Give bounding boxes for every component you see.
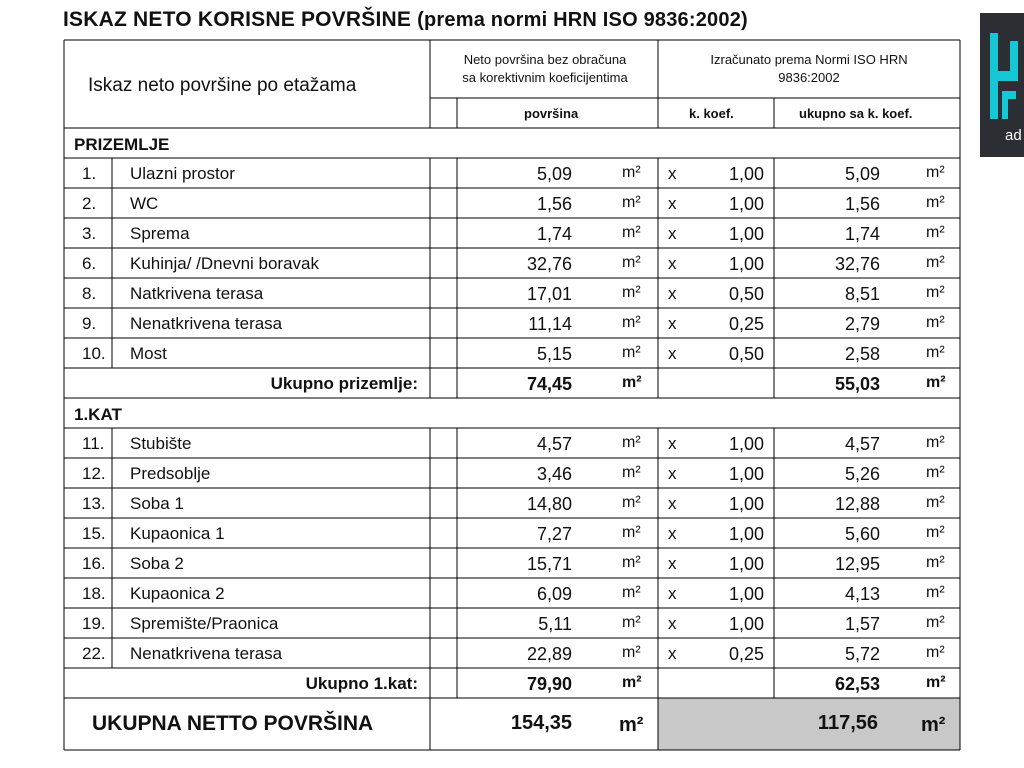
room-coef: 1,00 [728, 224, 764, 244]
room-coef: 1,00 [728, 584, 764, 604]
header-total-coef-label: ukupno sa k. koef. [799, 106, 913, 121]
row-number: 16. [82, 554, 106, 573]
row-number: 18. [82, 584, 106, 603]
room-total: 5,72 [844, 644, 880, 664]
times-sign: x [668, 434, 677, 453]
total-unit: m² [926, 434, 945, 451]
title-main: ISKAZ NETO KORISNE POVRŠINE [63, 8, 412, 31]
room-name: Ulazni prostor [130, 164, 235, 183]
area-unit: m² [622, 614, 641, 631]
area-unit: m² [622, 164, 641, 181]
section-total-area: 79,90 [526, 674, 572, 694]
area-unit: m² [622, 554, 641, 571]
area-unit: m² [622, 524, 641, 541]
total-unit: m² [926, 584, 945, 601]
header-col-b-title [658, 51, 960, 87]
room-area: 6,09 [536, 584, 572, 604]
room-total: 1,56 [844, 194, 880, 214]
times-sign: x [668, 284, 677, 303]
section-total-area: 74,45 [526, 374, 572, 394]
row-number: 22. [82, 644, 106, 663]
times-sign: x [668, 584, 677, 603]
total-unit: m² [926, 224, 945, 241]
times-sign: x [668, 254, 677, 273]
area-unit: m² [622, 284, 641, 301]
room-coef: 1,00 [728, 194, 764, 214]
room-coef: 1,00 [728, 434, 764, 454]
room-total: 5,26 [844, 464, 880, 484]
header-area-label: površina [524, 106, 579, 121]
times-sign: x [668, 344, 677, 363]
room-coef: 0,25 [728, 314, 764, 334]
times-sign: x [668, 464, 677, 483]
room-name: Nenatkrivena terasa [130, 314, 283, 333]
total-unit: m² [926, 164, 945, 181]
times-sign: x [668, 644, 677, 663]
room-name: Soba 1 [130, 494, 184, 513]
room-total: 2,58 [844, 344, 880, 364]
room-name: Soba 2 [130, 554, 184, 573]
room-area: 1,56 [536, 194, 572, 214]
title-sub: (prema normi HRN ISO 9836:2002) [417, 9, 748, 31]
room-total: 32,76 [834, 254, 880, 274]
row-number: 19. [82, 614, 106, 633]
area-unit: m² [622, 494, 641, 511]
times-sign: x [668, 524, 677, 543]
total-unit: m² [926, 194, 945, 211]
room-total: 4,13 [844, 584, 880, 604]
row-number: 10. [82, 344, 106, 363]
room-name: Spremište/Praonica [130, 614, 279, 633]
area-unit: m² [622, 434, 641, 451]
times-sign: x [668, 314, 677, 333]
times-sign: x [668, 494, 677, 513]
row-number: 12. [82, 464, 106, 483]
room-area: 3,46 [536, 464, 572, 484]
total-unit: m² [926, 254, 945, 271]
header-col-a-line1: Neto površina bez obračuna [463, 52, 627, 67]
room-area: 32,76 [526, 254, 572, 274]
grand-total-label: UKUPNA NETTO POVRŠINA [92, 712, 374, 735]
row-number: 15. [82, 524, 106, 543]
section-total-area-unit: m² [622, 674, 642, 691]
header-col-a-line2: sa korektivnim koeficijentima [462, 70, 628, 85]
times-sign: x [668, 554, 677, 573]
header-col-a-title [432, 51, 658, 87]
times-sign: x [668, 194, 677, 213]
section-total-label: Ukupno prizemlje: [270, 374, 418, 393]
area-unit: m² [622, 314, 641, 331]
grand-total-coef-unit: m² [921, 714, 946, 736]
total-unit: m² [926, 344, 945, 361]
area-unit: m² [622, 224, 641, 241]
room-coef: 1,00 [728, 494, 764, 514]
grand-total-coef: 117,56 [817, 712, 878, 734]
section-total-coef: 62,53 [834, 674, 880, 694]
room-total: 8,51 [844, 284, 880, 304]
room-name: Natkrivena terasa [130, 284, 264, 303]
room-coef: 1,00 [728, 464, 764, 484]
row-number: 8. [82, 284, 97, 303]
room-area: 5,09 [536, 164, 572, 184]
header-col-b-line1: Izračunato prema Normi ISO HRN [710, 52, 908, 67]
row-number: 9. [82, 314, 97, 333]
logo-text: ad [1005, 127, 1022, 144]
room-coef: 1,00 [728, 164, 764, 184]
room-total: 5,60 [844, 524, 880, 544]
room-area: 4,57 [536, 434, 572, 454]
room-total: 1,74 [844, 224, 880, 244]
room-area: 15,71 [526, 554, 572, 574]
total-unit: m² [926, 554, 945, 571]
header-col-b-line2: 9836:2002 [778, 70, 840, 85]
room-coef: 1,00 [728, 554, 764, 574]
section-total-label: Ukupno 1.kat: [305, 674, 418, 693]
row-number: 6. [82, 254, 97, 273]
header-coef-label: k. koef. [689, 106, 734, 121]
times-sign: x [668, 164, 677, 183]
room-name: Kupaonica 2 [130, 584, 225, 603]
room-name: Stubište [130, 434, 192, 453]
room-total: 1,57 [844, 614, 880, 634]
room-coef: 1,00 [728, 524, 764, 544]
area-unit: m² [622, 584, 641, 601]
area-unit: m² [622, 344, 641, 361]
total-unit: m² [926, 644, 945, 661]
room-area: 5,15 [536, 344, 572, 364]
room-name: Most [130, 344, 167, 363]
room-name: Nenatkrivena terasa [130, 644, 283, 663]
room-name: Sprema [130, 224, 190, 243]
room-coef: 1,00 [728, 614, 764, 634]
area-unit: m² [622, 254, 641, 271]
section-total-coef-unit: m² [926, 374, 946, 391]
room-total: 12,88 [834, 494, 880, 514]
area-unit: m² [622, 464, 641, 481]
row-number: 1. [82, 164, 97, 183]
room-total: 4,57 [844, 434, 880, 454]
room-area: 11,14 [528, 314, 572, 334]
room-area: 14,80 [526, 494, 572, 514]
section-heading: 1.KAT [74, 405, 122, 424]
row-number: 2. [82, 194, 97, 213]
room-area: 5,11 [538, 614, 572, 634]
room-coef: 0,50 [728, 344, 764, 364]
header-floors-label: Iskaz neto površine po etažama [88, 75, 357, 96]
total-unit: m² [926, 494, 945, 511]
section-total-area-unit: m² [622, 374, 642, 391]
section-total-coef-unit: m² [926, 674, 946, 691]
section-total-coef: 55,03 [834, 374, 880, 394]
grand-total-area-unit: m² [619, 714, 644, 736]
room-coef: 0,50 [728, 284, 764, 304]
room-coef: 0,25 [728, 644, 764, 664]
room-coef: 1,00 [728, 254, 764, 274]
room-area: 22,89 [526, 644, 572, 664]
room-total: 2,79 [844, 314, 880, 334]
row-number: 13. [82, 494, 106, 513]
room-name: WC [130, 194, 159, 213]
row-number: 11. [82, 434, 105, 453]
area-unit: m² [622, 644, 641, 661]
grand-total-area: 154,35 [510, 712, 572, 734]
room-area: 1,74 [536, 224, 572, 244]
total-unit: m² [926, 614, 945, 631]
section-heading: PRIZEMLJE [74, 135, 170, 154]
room-total: 12,95 [834, 554, 880, 574]
row-number: 3. [82, 224, 97, 243]
room-name: Kuhinja/ /Dnevni boravak [130, 254, 320, 273]
room-name: Predsoblje [130, 464, 211, 483]
total-unit: m² [926, 524, 945, 541]
room-name: Kupaonica 1 [130, 524, 225, 543]
room-area: 7,27 [536, 524, 572, 544]
area-unit: m² [622, 194, 641, 211]
total-unit: m² [926, 464, 945, 481]
times-sign: x [668, 614, 677, 633]
total-unit: m² [926, 284, 945, 301]
total-unit: m² [926, 314, 945, 331]
times-sign: x [668, 224, 677, 243]
room-area: 17,01 [526, 284, 572, 304]
room-total: 5,09 [844, 164, 880, 184]
